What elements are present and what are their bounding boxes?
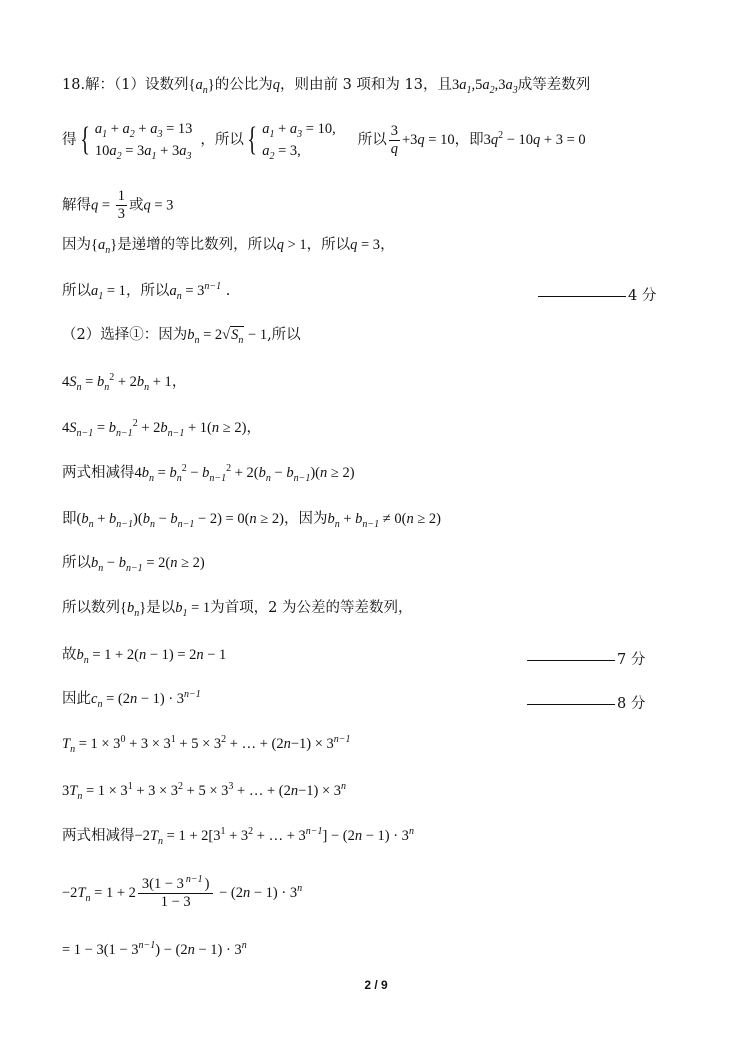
text: 成等差数列 xyxy=(517,77,591,93)
equation-system-2: $a_1 + a_3 = 10$, $a_2 = 3$, xyxy=(262,121,336,162)
score-text: 8 分 xyxy=(617,696,646,712)
fraction: $\frac{3(1 - 3 ^{n-1} )}{1 - 3}$ xyxy=(138,876,214,911)
math: $\{b_n\}$ xyxy=(120,600,147,619)
math: $4S_n = b_n^2 + 2b_n + 1$ xyxy=(62,372,172,393)
text: 18.解：（1）设数列 xyxy=(62,77,189,93)
line-5 xyxy=(62,281,231,302)
math: q = xyxy=(91,197,114,214)
text: ， xyxy=(246,420,261,436)
score-marker-4 xyxy=(538,284,656,305)
math: q xyxy=(272,77,280,93)
text: . xyxy=(221,283,231,299)
math: $T_n = 1 \times 3^0 + 3 \times 3^1 + 5 \times 3^2$ + … + $(2n-1) \times 3^{n-1}$ xyxy=(62,734,351,755)
text: （2）选择①：因为 xyxy=(62,327,188,343)
text: ，所以 xyxy=(306,237,351,253)
text: 是以 xyxy=(146,600,176,616)
math: $-2T_n = 1 + 2$ xyxy=(62,885,136,905)
math: $3T_n = 1 \times 3^1 + 3 \times 3^2 + 5 \times 3^3$ + … + $(2n-1) \times 3^n$ xyxy=(62,781,347,802)
score-text: 4 分 xyxy=(628,288,657,304)
math: $\{a_n\}$ xyxy=(91,237,118,256)
math: $c_n = (2n - 1) \cdot 3^{n-1}$ xyxy=(91,689,201,710)
line-13 xyxy=(62,647,227,666)
line-10 xyxy=(62,511,441,530)
line-18 xyxy=(62,876,302,911)
text: 或 xyxy=(128,197,144,214)
line-17 xyxy=(62,826,414,847)
dash-line xyxy=(527,660,615,661)
dash-line xyxy=(538,296,626,297)
line-8 xyxy=(62,418,261,439)
text: ，即 xyxy=(454,131,484,148)
math: = $1 - 3(1 - 3^{n-1}) - (2n - 1) \cdot 3^n$ xyxy=(62,940,247,958)
math: $b_n + b_{n-1} \ne 0(n \ge 2)$ xyxy=(327,511,441,530)
line-11 xyxy=(62,555,205,574)
fraction: $\frac{3}{q}$ xyxy=(390,122,398,157)
line-16 xyxy=(62,781,347,802)
math: $4b_n = b_n^2 - b_{n-1}^2 + 2(b_n - b_{n-1})(n \ge 2)$ xyxy=(134,463,355,484)
text: 的公比为 xyxy=(214,77,273,93)
text: ， xyxy=(171,374,187,390)
text: 故 xyxy=(62,647,77,663)
line-9 xyxy=(62,463,355,484)
math: +3q = 10 xyxy=(401,131,455,148)
math: $3q^2 - 10q + 3 = 0$ xyxy=(483,129,586,148)
text: 两式相减得 xyxy=(62,465,135,481)
math: $b_n - b_{n-1} = 2(n \ge 2)$ xyxy=(91,555,205,574)
text: ,所以 xyxy=(267,327,301,343)
math: q > 1 xyxy=(276,237,307,253)
text: 因此 xyxy=(62,691,91,707)
line-3 xyxy=(62,188,173,223)
text: ，所以 xyxy=(125,283,170,299)
equation-system-1: $a_1 + a_2 + a_3 = 13$ $10a_2 = 3a_1 + 3a_3$ xyxy=(94,121,193,162)
text: 所以 xyxy=(62,283,91,299)
text: 因为 xyxy=(62,237,91,253)
score-marker-8 xyxy=(527,692,645,713)
dash-line xyxy=(527,704,615,705)
math: { xyxy=(188,77,196,93)
line-4 xyxy=(62,237,395,256)
fraction: $\frac{1}{3}$ xyxy=(117,188,125,222)
text: 两式相减得 xyxy=(62,828,135,844)
math: $b_n = 2√S_n - 1$ xyxy=(187,327,268,346)
text: ，因为 xyxy=(283,511,328,527)
line-1 xyxy=(62,77,591,96)
text: 是递增的等比数列，所以 xyxy=(117,237,277,253)
math: $(b_n + b_{n-1})(b_n - b_{n-1} - 2) = 0(n \ge 2)$ xyxy=(76,511,284,530)
brace: { xyxy=(79,121,90,158)
score-marker-7 xyxy=(527,648,645,669)
math: $a_1 = 1$ xyxy=(91,283,126,302)
math: $a_n$ xyxy=(195,77,208,96)
line-14 xyxy=(62,689,201,710)
text: 为首项，2 为公差的等差数列， xyxy=(210,600,413,616)
line-6 xyxy=(62,327,301,346)
line-19 xyxy=(62,940,247,958)
math: $-2T_n = 1 + 2[3^1 + 3^2$ + … + $3^{n-1}] - (2n - 1) \cdot 3^n$ xyxy=(134,826,414,847)
text: 解得 xyxy=(62,197,91,214)
line-12 xyxy=(62,600,413,619)
math: − $(2n - 1) \cdot 3^n$ xyxy=(215,883,303,902)
line-2 xyxy=(62,118,586,162)
text: ， xyxy=(380,237,395,253)
text: 所以 xyxy=(62,555,91,571)
text: ，所以 xyxy=(200,131,244,148)
text: 所以数列 xyxy=(62,600,120,616)
score-text: 7 分 xyxy=(617,652,646,668)
math: q = 3 xyxy=(350,237,381,253)
line-7 xyxy=(62,372,187,393)
math: $b_n = 1 + 2(n - 1) = 2n - 1$ xyxy=(76,647,227,666)
line-15 xyxy=(62,734,351,755)
text: 得 xyxy=(62,131,77,148)
math: } xyxy=(207,77,215,93)
math: $b_1 = 1$ xyxy=(175,600,211,619)
page-number: 2 / 9 xyxy=(364,978,388,992)
text: 所以 xyxy=(357,131,387,148)
math: $4S_{n-1} = b_{n-1}^2 + 2b_{n-1} + 1(n \ge 2)$ xyxy=(62,418,247,439)
text: 即 xyxy=(62,511,77,527)
text: ，则由前 3 项和为 13，且 xyxy=(279,77,452,93)
math: $3a_1,5a_2,3a_3$ xyxy=(452,77,518,96)
brace: { xyxy=(247,121,257,158)
math: $a_n = 3^{n-1}$ xyxy=(169,281,222,302)
math: q = 3 xyxy=(143,197,174,214)
